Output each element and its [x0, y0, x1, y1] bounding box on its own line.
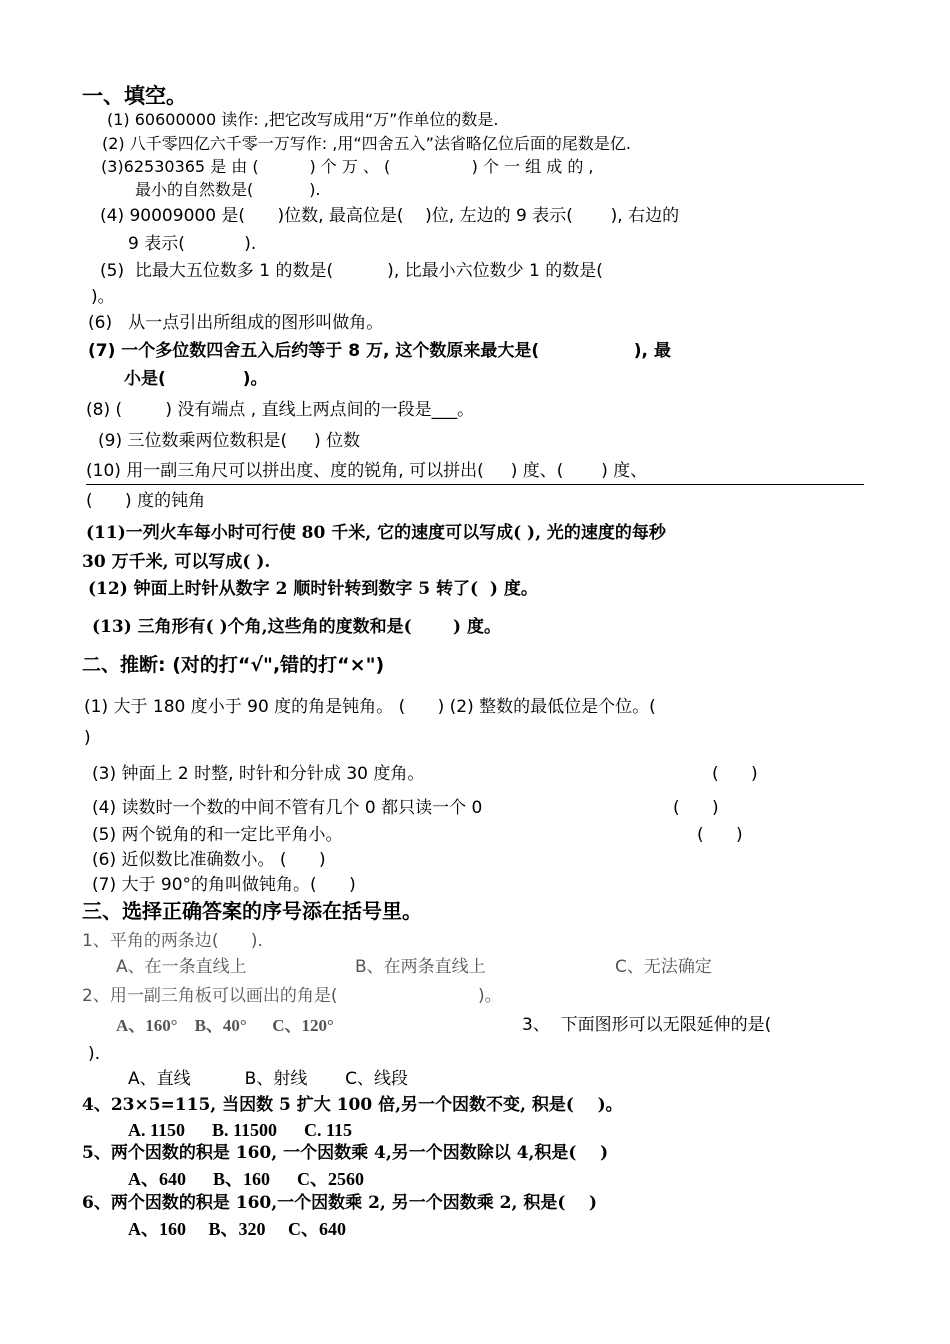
question-1-4-line1: (4) 90009000 是( )位数, 最高位是( )位, 左边的 9 表示( ), 右边的	[100, 206, 680, 226]
choice-6: 6、两个因数的积是 160,一个因数乘 2, 另一个因数乘 2, 积是( )	[82, 1193, 598, 1213]
choice-5-options: A、640 B、160 C、2560	[128, 1169, 365, 1189]
choice-3-line1: 3、 下面图形可以无限延伸的是(	[522, 1015, 772, 1035]
choice-1-option-c: C、无法确定	[615, 957, 712, 977]
question-1-6: (6) 从一点引出所组成的图形叫做角。	[88, 313, 384, 333]
judge-7: (7) 大于 90°的角叫做钝角。( )	[92, 875, 356, 895]
choice-1: 1、平角的两条边( ).	[82, 931, 263, 951]
judge-6: (6) 近似数比准确数小。 ( )	[92, 850, 326, 870]
choice-4-options: A. 1150 B. 11500 C. 115	[128, 1120, 353, 1140]
question-1-7-line2: 小是( )。	[124, 369, 268, 389]
judge-3-blank: ( )	[712, 764, 758, 784]
question-1-11-line1: (11)一列火车每小时可行使 80 千米, 它的速度可以写成( ), 光的速度的每秒	[86, 523, 666, 543]
judge-1-2-line2: )	[84, 728, 91, 748]
question-1-11-line2: 30 万千米, 可以写成( ).	[82, 552, 271, 572]
choice-5: 5、两个因数的积是 160, 一个因数乘 4,另一个因数除以 4,积是( )	[82, 1143, 609, 1163]
choice-2-options: A、160° B、40° C、120°	[116, 1016, 334, 1035]
question-1-3-line2: 最小的自然数是( ).	[135, 180, 321, 199]
choice-4: 4、23×5=115, 当因数 5 扩大 100 倍,另一个因数不变, 积是( )。	[82, 1095, 623, 1115]
section1-heading: 一、填空。	[82, 84, 187, 108]
question-1-9: (9) 三位数乘两位数积是( ) 位数	[98, 431, 361, 451]
choice-1-option-a: A、在一条直线上	[116, 957, 247, 977]
judge-5-blank: ( )	[697, 825, 743, 845]
question-1-2: (2) 八千零四亿六千零一万写作: ,用“四舍五入”法省略亿位后面的尾数是亿.	[102, 134, 631, 153]
question-1-10-line2: ( ) 度的钝角	[86, 491, 206, 511]
question-1-3-line1: (3)62530365 是 由 ( ) 个 万 、 ( ) 个 一 组 成 的 ,	[101, 157, 594, 176]
judge-3-text: (3) 钟面上 2 时整, 时针和分针成 30 度角。	[92, 764, 425, 784]
question-1-4-line2: 9 表示( ).	[128, 234, 257, 254]
question-1-13: (13) 三角形有( )个角,这些角的度数和是( ) 度。	[92, 617, 502, 637]
question-1-1: (1) 60600000 读作: ,把它改写成用“万”作单位的数是.	[107, 110, 499, 129]
choice-2: 2、用一副三角板可以画出的角是( )。	[82, 986, 502, 1006]
judge-5-text: (5) 两个锐角的和一定比平角小。	[92, 825, 343, 845]
question-1-7-line1: (7) 一个多位数四舍五入后约等于 8 万, 这个数原来最大是( ), 最	[88, 341, 671, 361]
judge-1-2-line1: (1) 大于 180 度小于 90 度的角是钝角。 ( ) (2) 整数的最低位是个位。(	[84, 697, 656, 717]
question-1-10-line1: (10) 用一副三角尺可以拼出度、度的锐角, 可以拼出( ) 度、( ) 度、	[86, 461, 648, 481]
choice-6-options: A、160 B、320 C、640	[128, 1219, 347, 1239]
question-1-5-line1: (5) 比最大五位数多 1 的数是( ), 比最小六位数少 1 的数是(	[100, 261, 603, 281]
underline-divider	[86, 484, 864, 485]
choice-3-options: A、直线 B、射线 C、线段	[128, 1069, 409, 1089]
question-1-8: (8) ( ) 没有端点 , 直线上两点间的一段是___。	[86, 400, 475, 420]
question-1-5-line2: )。	[91, 287, 115, 307]
section2-heading: 二、推断: (对的打“√",错的打“×")	[82, 654, 385, 676]
question-1-12: (12) 钟面上时针从数字 2 顺时针转到数字 5 转了( ) 度。	[88, 579, 538, 599]
choice-1-option-b: B、在两条直线上	[355, 957, 486, 977]
choice-3-line2: ).	[88, 1044, 101, 1064]
judge-4-blank: ( )	[673, 798, 719, 818]
judge-4-text: (4) 读数时一个数的中间不管有几个 0 都只读一个 0	[92, 798, 483, 818]
section3-heading: 三、选择正确答案的序号添在括号里。	[82, 899, 422, 923]
